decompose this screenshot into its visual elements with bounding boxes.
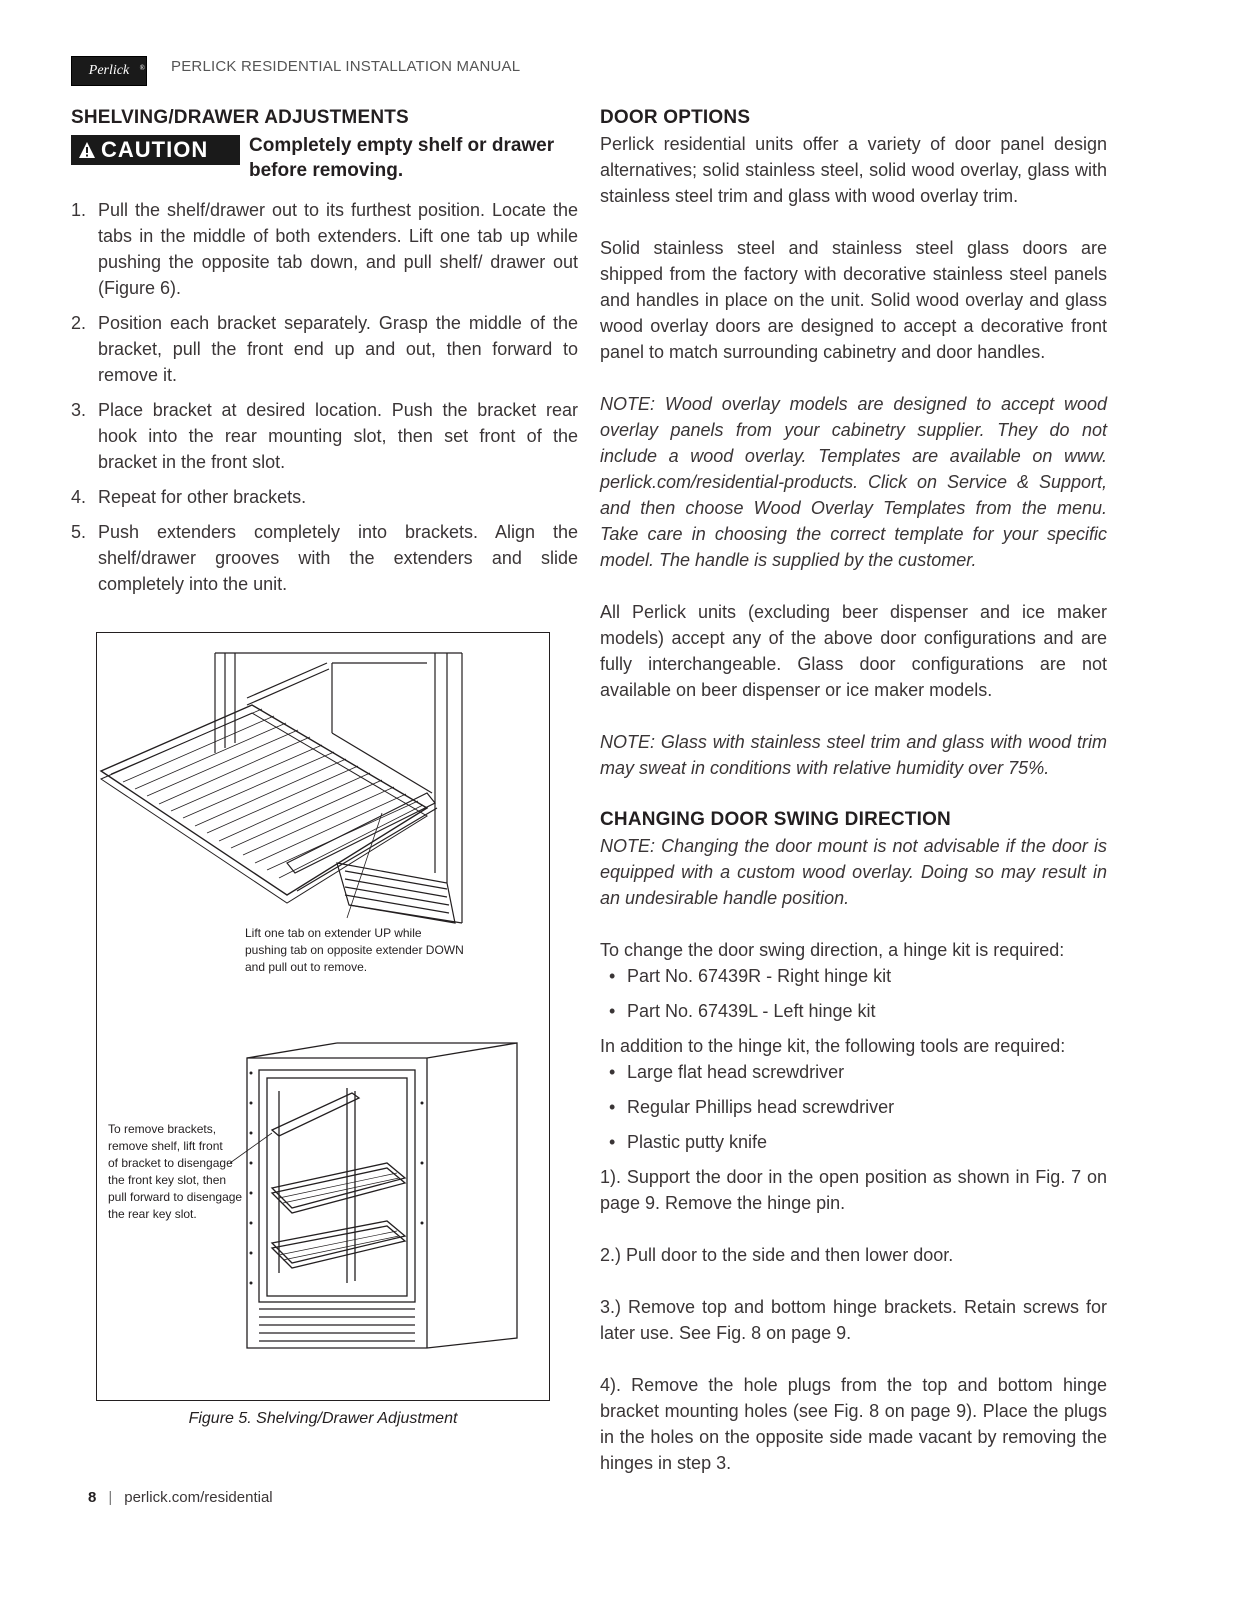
list-item-text: Part No. 67439R - Right hinge kit [627, 966, 892, 986]
callout-line: and pull out to remove. [245, 960, 368, 974]
step-number: 2. [71, 313, 87, 333]
swing-step: 4). Remove the hole plugs from the top and bottom hinge bracket mounting holes (see Fig. 8 on page 9). Place the plugs in the holes on the opposite side made vacant by removing the hinges in step 3. [600, 1375, 1107, 1473]
bullet: • [609, 1132, 616, 1152]
list-item [600, 1094, 1107, 1120]
bullet: • [609, 966, 616, 986]
page-footer [88, 1489, 273, 1506]
list-item [600, 963, 1107, 989]
list-item-text: Plastic putty knife [627, 1132, 768, 1152]
hinge-kit-intro: To change the door swing direction, a hinge kit is required: [600, 940, 1065, 960]
bullet: • [609, 1097, 616, 1117]
door-options-heading: DOOR OPTIONS [600, 107, 751, 128]
callout-brackets [108, 1121, 242, 1223]
footer-separator: | [108, 1489, 113, 1506]
list-item-text: Part No. 67439L - Left hinge kit [627, 1001, 876, 1021]
callout-line: of bracket to disengage [108, 1156, 233, 1170]
page-number: 8 [88, 1489, 97, 1506]
callout-line: the rear key slot. [108, 1207, 197, 1221]
caution-text: Completely empty shelf or drawer before removing. [249, 135, 555, 181]
list-item [600, 1129, 1107, 1155]
bullet: • [609, 1062, 616, 1082]
tools-list [600, 1059, 1107, 1155]
callout-line: pushing tab on opposite extender DOWN [245, 943, 464, 957]
warning-triangle-icon [77, 136, 97, 166]
caution-badge [71, 135, 240, 165]
door-options-paragraph: All Perlick units (excluding beer dispenser and ice maker models) accept any of the above door configurations and are fully interchangeable. Glass door configurations are not available on beer dispenser or ice maker models. [600, 602, 1107, 700]
hinge-kit-list [600, 963, 1107, 1024]
swing-step: 2.) Pull door to the side and then lower door. [600, 1245, 954, 1265]
logo-text: Perlick [88, 63, 130, 78]
footer-url: perlick.com/residential [124, 1489, 273, 1506]
shelf-extended-illustration [97, 633, 549, 1400]
caution-label: CAUTION [101, 137, 209, 162]
list-item [600, 998, 1107, 1024]
callout-line: pull forward to disengage [108, 1190, 243, 1204]
manual-title: PERLICK RESIDENTIAL INSTALLATION MANUAL [171, 58, 521, 75]
bullet: • [609, 1001, 616, 1021]
callout-line: Lift one tab on extender UP while [245, 926, 422, 940]
callout-line: remove shelf, lift front [108, 1139, 223, 1153]
door-options-paragraph: Solid stainless steel and stainless steel glass doors are shipped from the factory with decorative stainless steel panels and handles in place on the unit. Solid wood overlay and glass wood overlay doors are designed to accept a decorative front panel to match surrounding cabinetry and door handles. [600, 238, 1107, 362]
figure-frame [96, 632, 550, 1401]
list-item [600, 1059, 1107, 1085]
door-swing-note: NOTE: Changing the door mount is not advisable if the door is equipped with a custom wood overlay. Doing so may result in an undesirable handle position. [600, 836, 1107, 908]
left-column [71, 105, 578, 606]
perlick-logo [71, 56, 147, 86]
list-item [71, 197, 578, 301]
step-text: Place bracket at desired location. Push the bracket rear hook into the rear mounting slot, then set front of the bracket in the front slot. [98, 400, 578, 472]
step-text: Push extenders completely into brackets. Align the shelf/drawer grooves with the extenders and slide completely into the unit. [98, 522, 578, 594]
tools-intro: In addition to the hinge kit, the following tools are required: [600, 1036, 1066, 1056]
list-item-text: Regular Phillips head screwdriver [627, 1097, 895, 1117]
step-number: 4. [71, 487, 87, 507]
caution-block [71, 133, 578, 185]
figure-caption: Figure 5. Shelving/Drawer Adjustment [188, 1410, 458, 1427]
list-item-text: Large flat head screwdriver [627, 1062, 845, 1082]
door-swing-heading: CHANGING DOOR SWING DIRECTION [600, 809, 951, 830]
callout-line: the front key slot, then [108, 1173, 227, 1187]
door-options-paragraph: Perlick residential units offer a variety of door panel design alternatives; solid stainless steel, solid wood overlay, glass with stainless steel trim and glass with wood overlay trim. [600, 134, 1107, 206]
swing-step: 3.) Remove top and bottom hinge brackets. Retain screws for later use. See Fig. 8 on page 9. [600, 1297, 1107, 1343]
wood-overlay-note: NOTE: Wood overlay models are designed to accept wood overlay panels from your cabinetry supplier. They do not include a wood overlay. Templates are available on www. perlick.com/residential-products. Click on Service & Support, and then choose Wood Overlay Templates from the menu. Take care in choosing the correct template for your specific model. The handle is supplied by the customer. [600, 394, 1107, 570]
swing-step: 1). Support the door in the open position as shown in Fig. 7 on page 9. Remove the hinge pin. [600, 1167, 1107, 1213]
callout-extender [245, 925, 464, 976]
step-number: 1. [71, 200, 87, 220]
logo-registered-mark: ® [139, 64, 145, 72]
step-text: Position each bracket separately. Grasp the middle of the bracket, pull the front end up and out, then forward to remove it. [98, 313, 578, 385]
list-item [71, 484, 578, 510]
shelving-steps [71, 197, 578, 597]
step-text: Repeat for other brackets. [98, 487, 307, 507]
right-column [600, 105, 1107, 1502]
step-number: 5. [71, 522, 87, 542]
step-number: 3. [71, 400, 87, 420]
list-item [71, 397, 578, 475]
list-item [71, 310, 578, 388]
list-item [71, 519, 578, 597]
shelving-heading: SHELVING/DRAWER ADJUSTMENTS [71, 107, 409, 128]
callout-line: To remove brackets, [108, 1122, 217, 1136]
step-text: Pull the shelf/drawer out to its furthest position. Locate the tabs in the middle of both extenders. Lift one tab up while pushing the opposite tab down, and pull shelf/ drawer out (Figure 6). [98, 200, 578, 298]
humidity-note: NOTE: Glass with stainless steel trim and glass with wood trim may sweat in conditions with relative humidity over 75%. [600, 732, 1107, 778]
